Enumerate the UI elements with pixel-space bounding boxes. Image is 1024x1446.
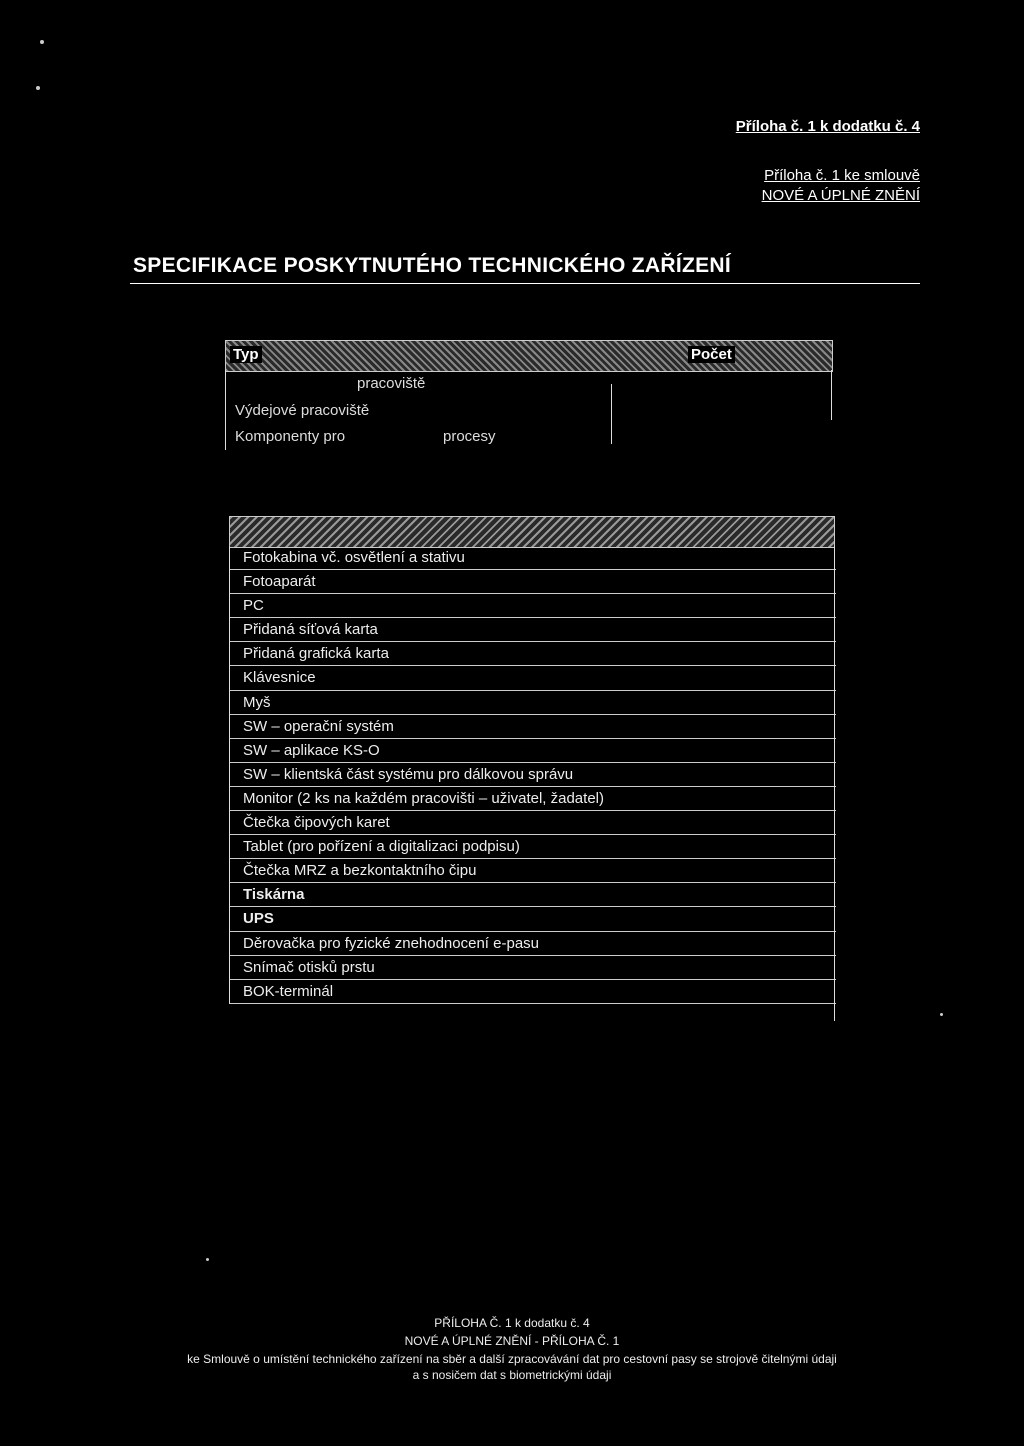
scan-speck [40,40,44,44]
list-item: Tablet (pro pořízení a digitalizaci podpisu) [230,835,836,859]
table-border-left [225,370,226,450]
col-type-label: Typ [230,346,262,363]
attachment-contract-label: Příloha č. 1 ke smlouvě [764,167,920,184]
footer-line-4: a s nosičem dat s biometrickými údaji [412,1368,612,1382]
full-text-label: NOVÉ A ÚPLNÉ ZNĚNÍ [761,187,920,204]
list-item: Myš [230,691,836,715]
list-item: Čtečka MRZ a bezkontaktního čipu [230,859,836,883]
equipment-list [229,546,836,1004]
list-item: PC [230,594,836,618]
list-item: SW – klientská část systému pro dálkovou správu [230,763,836,787]
table-border-right [834,546,835,1021]
workstation-table [225,340,833,450]
table1-row-processes: procesy [443,428,496,445]
table1-row-components: Komponenty pro [235,428,346,445]
list-item: BOK-terminál [230,980,836,1004]
scan-speck [940,1013,943,1016]
scan-speck [36,86,40,90]
table-divider [611,384,612,444]
list-item: UPS [230,907,836,931]
list-item: Klávesnice [230,666,836,690]
list-item: SW – operační systém [230,715,836,739]
equipment-table [229,516,835,1021]
footer-line-2: NOVÉ A ÚPLNÉ ZNĚNÍ - PŘÍLOHA Č. 1 [404,1334,620,1348]
footer-line-1: PŘÍLOHA Č. 1 k dodatku č. 4 [434,1316,590,1330]
list-item: Čtečka čipových karet [230,811,836,835]
page-title: SPECIFIKACE POSKYTNUTÉHO TECHNICKÉHO ZAŘÍZENÍ [133,254,732,277]
list-item: Děrovačka pro fyzické znehodnocení e-pasu [230,932,836,956]
col-count-label: Počet [688,346,735,363]
table-border-right [831,370,832,420]
list-item: Fotokabina vč. osvětlení a stativu [230,546,836,570]
list-item: SW – aplikace KS-O [230,739,836,763]
list-item: Monitor (2 ks na každém pracovišti – uživatel, žadatel) [230,787,836,811]
scan-speck [206,1258,209,1261]
attachment-contract-block [762,166,920,206]
title-underline [130,283,920,284]
list-item: Tiskárna [230,883,836,907]
footer-line-3: ke Smlouvě o umístění technického zařízení na sběr a další zpracovávání dat pro cestovní pasy se strojově čitelnými údaji [187,1352,837,1366]
list-item: Přidaná síťová karta [230,618,836,642]
list-item: Přidaná grafická karta [230,642,836,666]
workstation-table-header [225,340,833,372]
table1-row-workstation: pracoviště [357,375,426,392]
list-item: Snímač otisků prstu [230,956,836,980]
list-item: Fotoaparát [230,570,836,594]
attachment-addendum-label: Příloha č. 1 k dodatku č. 4 [735,118,920,135]
equipment-table-header [229,516,835,548]
table1-row-issuing: Výdejové pracoviště [235,402,370,419]
